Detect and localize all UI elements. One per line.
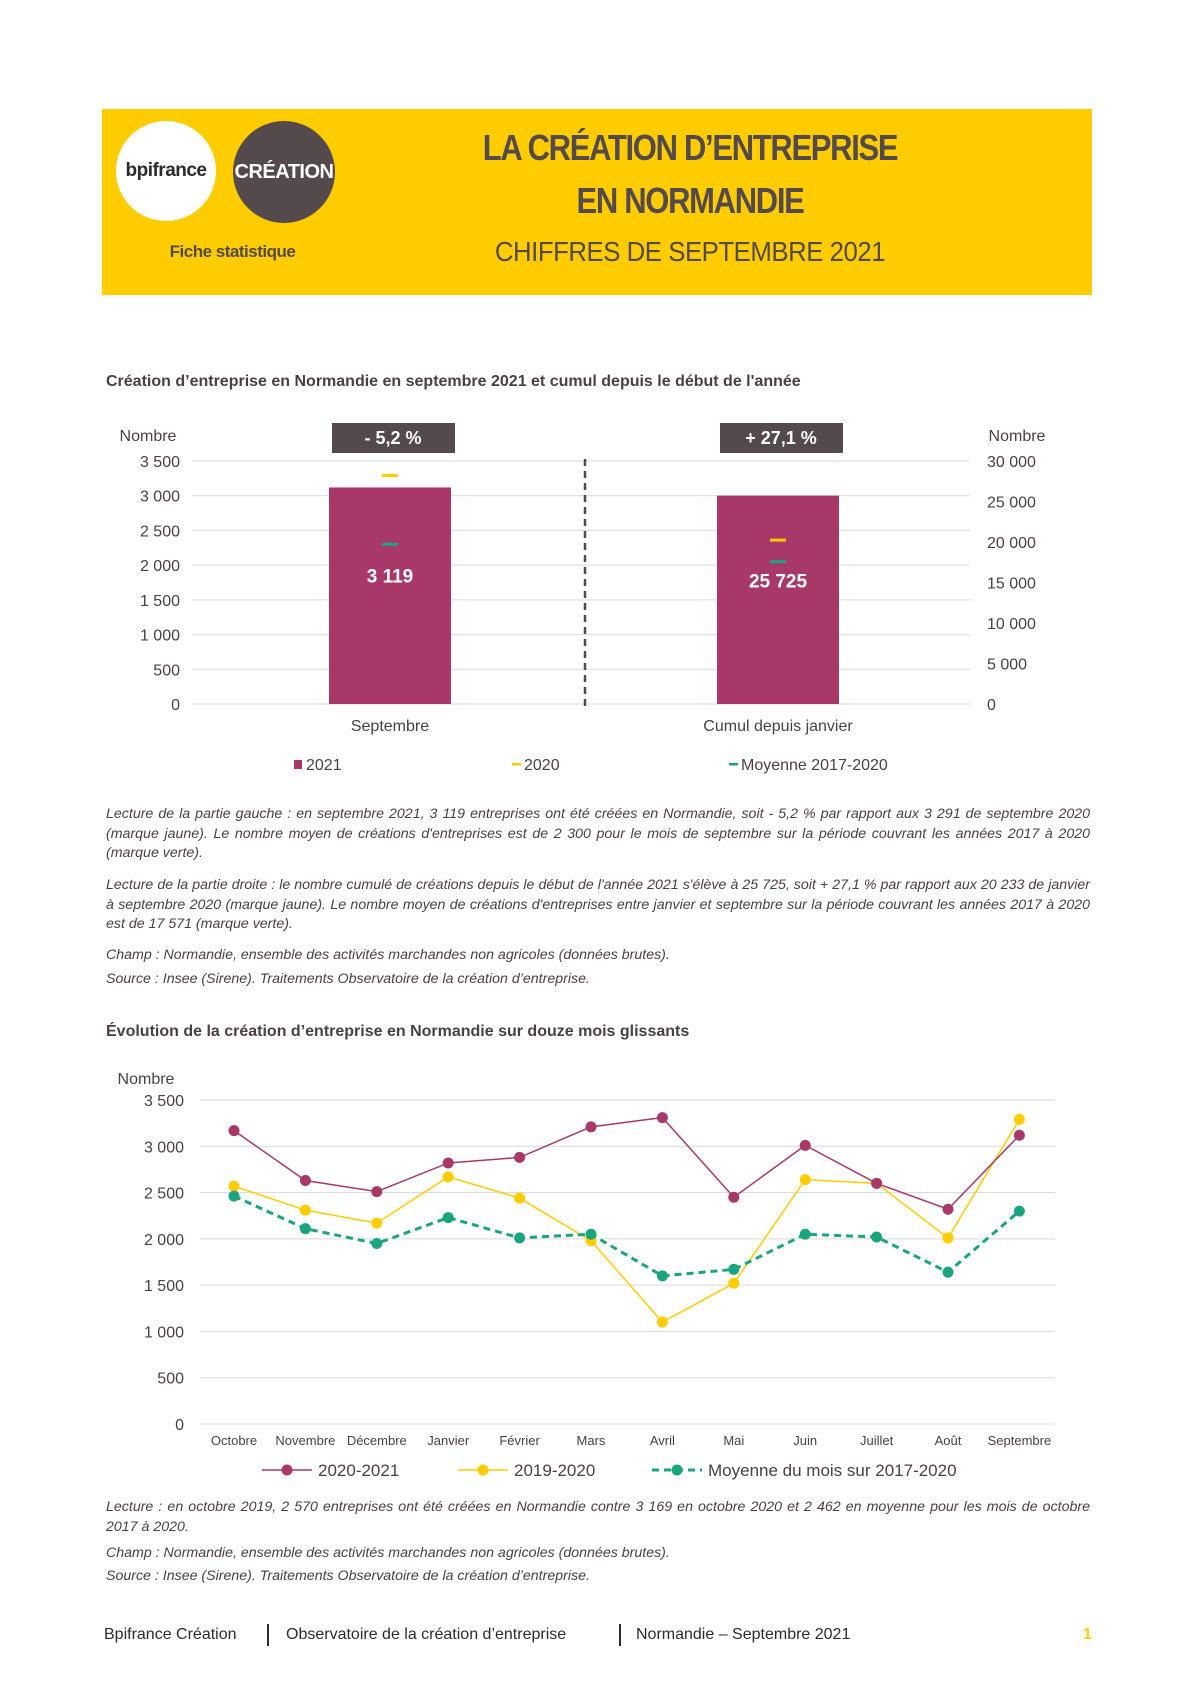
legend-label-2021: 2021 [306, 757, 342, 774]
y-tick-label: 500 [157, 1370, 184, 1388]
y-tick-label-right: 20 000 [987, 535, 1036, 552]
data-point [1014, 1114, 1025, 1125]
data-point [300, 1223, 311, 1234]
y-tick-label-right: 5 000 [987, 656, 1028, 674]
legend-swatch-avg [729, 763, 738, 766]
data-point [871, 1178, 882, 1189]
legend-label: 2019-2020 [514, 1461, 596, 1480]
page-subtitle: CHIFFRES DE SEPTEMBRE 2021 [494, 236, 886, 267]
chart2-title: Évolution de la création d’entreprise en Normandie sur douze mois glissants [106, 1023, 690, 1040]
footer-region-date: Normandie – Septembre 2021 [636, 1626, 851, 1643]
marker-avg [770, 560, 786, 563]
y-tick-label: 3 500 [143, 1093, 184, 1110]
y-tick-label-right: 30 000 [987, 454, 1036, 471]
series-line [234, 1119, 1019, 1322]
chart2-line-chart [0, 1060, 1190, 1480]
marker-2020 [770, 539, 786, 542]
data-point [514, 1152, 525, 1163]
data-point [943, 1267, 954, 1278]
chart1-bar-chart [0, 0, 1190, 800]
y-tick-label: 3 000 [143, 1139, 184, 1157]
x-tick-label: Avril [649, 1433, 675, 1448]
data-point [728, 1264, 739, 1275]
data-point [514, 1193, 525, 1204]
data-point [657, 1270, 668, 1281]
data-point [943, 1232, 954, 1243]
creation-logo-text: CRÉATION [234, 160, 334, 183]
bar-value-label: 25 725 [748, 571, 808, 593]
x-tick-label: Septembre [987, 1433, 1052, 1448]
chart1-note-champ: Champ : Normandie, ensemble des activités marchandes non agricoles (données brutes). [106, 947, 670, 963]
data-point [586, 1229, 597, 1240]
y-tick-label-left: 2 000 [139, 558, 180, 576]
x-tick-label: Décembre [346, 1433, 407, 1448]
x-tick-label: Octobre [210, 1433, 258, 1448]
chart1-note-right: Lecture de la partie droite : le nombre cumulé de créations depuis le début de l'année 2021 s'élève à 25 725, soit + 27,1 % par rapport aux 20 233 de janvier à septembre 2020 (marque jaune). Le nombre moyen de créations d'entreprises entre janvier et septembre sur la période couvrant les années 2017 à 2020 est de 17 571 (marque verte). [106, 877, 1090, 932]
y-tick-label-left: 500 [153, 662, 180, 680]
data-point [800, 1174, 811, 1185]
data-point [800, 1229, 811, 1240]
data-point [443, 1171, 454, 1182]
data-point [657, 1317, 668, 1328]
bar-value-label: 3 119 [366, 566, 414, 588]
chart2-note-champ: Champ : Normandie, ensemble des activités marchandes non agricoles (données brutes). [106, 1545, 670, 1561]
page-title-line1: LA CRÉATION D’ENTREPRISE [482, 127, 898, 168]
data-point [443, 1157, 454, 1168]
y-axis-label-left: Nombre [119, 428, 177, 445]
x-tick-label: Janvier [427, 1433, 470, 1448]
change-badge-label: - 5,2 % [364, 428, 422, 448]
footer-separator [267, 1624, 269, 1646]
bar-2021 [717, 496, 839, 704]
data-point [657, 1112, 668, 1123]
chart1-title: Création d’entreprise en Normandie en septembre 2021 et cumul depuis le début de l'année [106, 373, 801, 390]
series-line [234, 1196, 1019, 1276]
footer-brand: Bpifrance Création [104, 1626, 237, 1643]
x-tick-label: Juin [793, 1433, 818, 1448]
footer-observatoire: Observatoire de la création d’entreprise [286, 1626, 567, 1643]
data-point [800, 1140, 811, 1151]
y-tick-label: 1 000 [143, 1324, 184, 1342]
y-axis-label: Nombre [117, 1071, 175, 1088]
legend-swatch-2020 [512, 763, 521, 766]
data-point [871, 1232, 882, 1243]
x-tick-label: Mai [723, 1433, 745, 1448]
y-tick-label-left: 3 000 [139, 488, 180, 506]
y-tick-label-left: 1 000 [139, 627, 180, 645]
x-category-septembre: Septembre [350, 718, 430, 735]
legend-label: 2020-2021 [318, 1461, 400, 1480]
x-tick-label: Août [934, 1433, 962, 1448]
y-tick-label-left: 1 500 [139, 592, 180, 610]
y-tick-label: 2 500 [143, 1185, 184, 1203]
marker-avg [382, 543, 398, 546]
footer-separator [619, 1624, 621, 1646]
bar-2021 [329, 487, 451, 704]
page-number: 1 [1083, 1626, 1092, 1643]
legend-marker [478, 1465, 489, 1476]
x-tick-label: Juillet [859, 1433, 894, 1448]
y-tick-label-right: 15 000 [987, 575, 1036, 593]
chart2-note-source: Source : Insee (Sirene). Traitements Observatoire de la création d’entreprise. [106, 1568, 590, 1584]
data-point [371, 1238, 382, 1249]
y-tick-label: 0 [175, 1417, 184, 1434]
y-tick-label: 2 000 [143, 1231, 184, 1249]
legend-label: Moyenne du mois sur 2017-2020 [708, 1461, 957, 1480]
data-point [300, 1205, 311, 1216]
data-point [728, 1278, 739, 1289]
data-point [371, 1218, 382, 1229]
marker-2020 [382, 474, 398, 477]
x-tick-label: Mars [576, 1433, 606, 1448]
x-tick-label: Février [499, 1433, 540, 1448]
data-point [586, 1121, 597, 1132]
y-tick-label-right: 10 000 [987, 616, 1036, 633]
legend-label-avg: Moyenne 2017-2020 [741, 757, 888, 774]
y-tick-label-left: 0 [171, 697, 180, 714]
chart1-note-source: Source : Insee (Sirene). Traitements Observatoire de la création d’entreprise. [106, 971, 590, 987]
data-point [443, 1212, 454, 1223]
bpifrance-logo-text: bpifrance [125, 160, 207, 181]
chart1-note-left: Lecture de la partie gauche : en septembre 2021, 3 119 entreprises ont été créées en Normandie, soit - 5,2 % par rapport aux 3 291 de septembre 2020 (marque jaune). Le nombre moyen de créations d'entreprises est de 2 300 pour le mois de septembre sur la période couvrant les années 2017 à 2020 (marque verte). [106, 806, 1090, 861]
x-category-cumul: Cumul depuis janvier [703, 718, 853, 735]
legend-marker [282, 1465, 293, 1476]
series-line [234, 1118, 1019, 1210]
page-title-line2: EN NORMANDIE [576, 180, 804, 221]
change-badge-label: + 27,1 % [745, 428, 817, 448]
data-point [300, 1175, 311, 1186]
data-point [229, 1181, 240, 1192]
legend-label-2020: 2020 [524, 757, 560, 774]
y-tick-label-left: 2 500 [139, 523, 180, 541]
y-tick-label-right: 0 [987, 697, 996, 714]
y-tick-label: 1 500 [143, 1278, 184, 1296]
x-tick-label: Novembre [275, 1433, 336, 1448]
chart2-note-lecture: Lecture : en octobre 2019, 2 570 entreprises ont été créées en Normandie contre 3 169 en octobre 2020 et 2 462 en moyenne pour les mois de octobre 2017 à 2020. [106, 1499, 1090, 1535]
data-point [514, 1232, 525, 1243]
data-point [371, 1186, 382, 1197]
y-axis-label-right: Nombre [988, 428, 1046, 445]
legend-swatch-2021 [294, 760, 302, 769]
data-point [229, 1191, 240, 1202]
y-tick-label-right: 25 000 [987, 494, 1036, 512]
data-point [229, 1125, 240, 1136]
y-tick-label-left: 3 500 [139, 454, 180, 471]
data-point [1014, 1130, 1025, 1141]
fiche-label: Fiche statistique [169, 242, 296, 261]
data-point [728, 1192, 739, 1203]
data-point [943, 1204, 954, 1215]
legend-marker [672, 1465, 683, 1476]
data-point [1014, 1206, 1025, 1217]
